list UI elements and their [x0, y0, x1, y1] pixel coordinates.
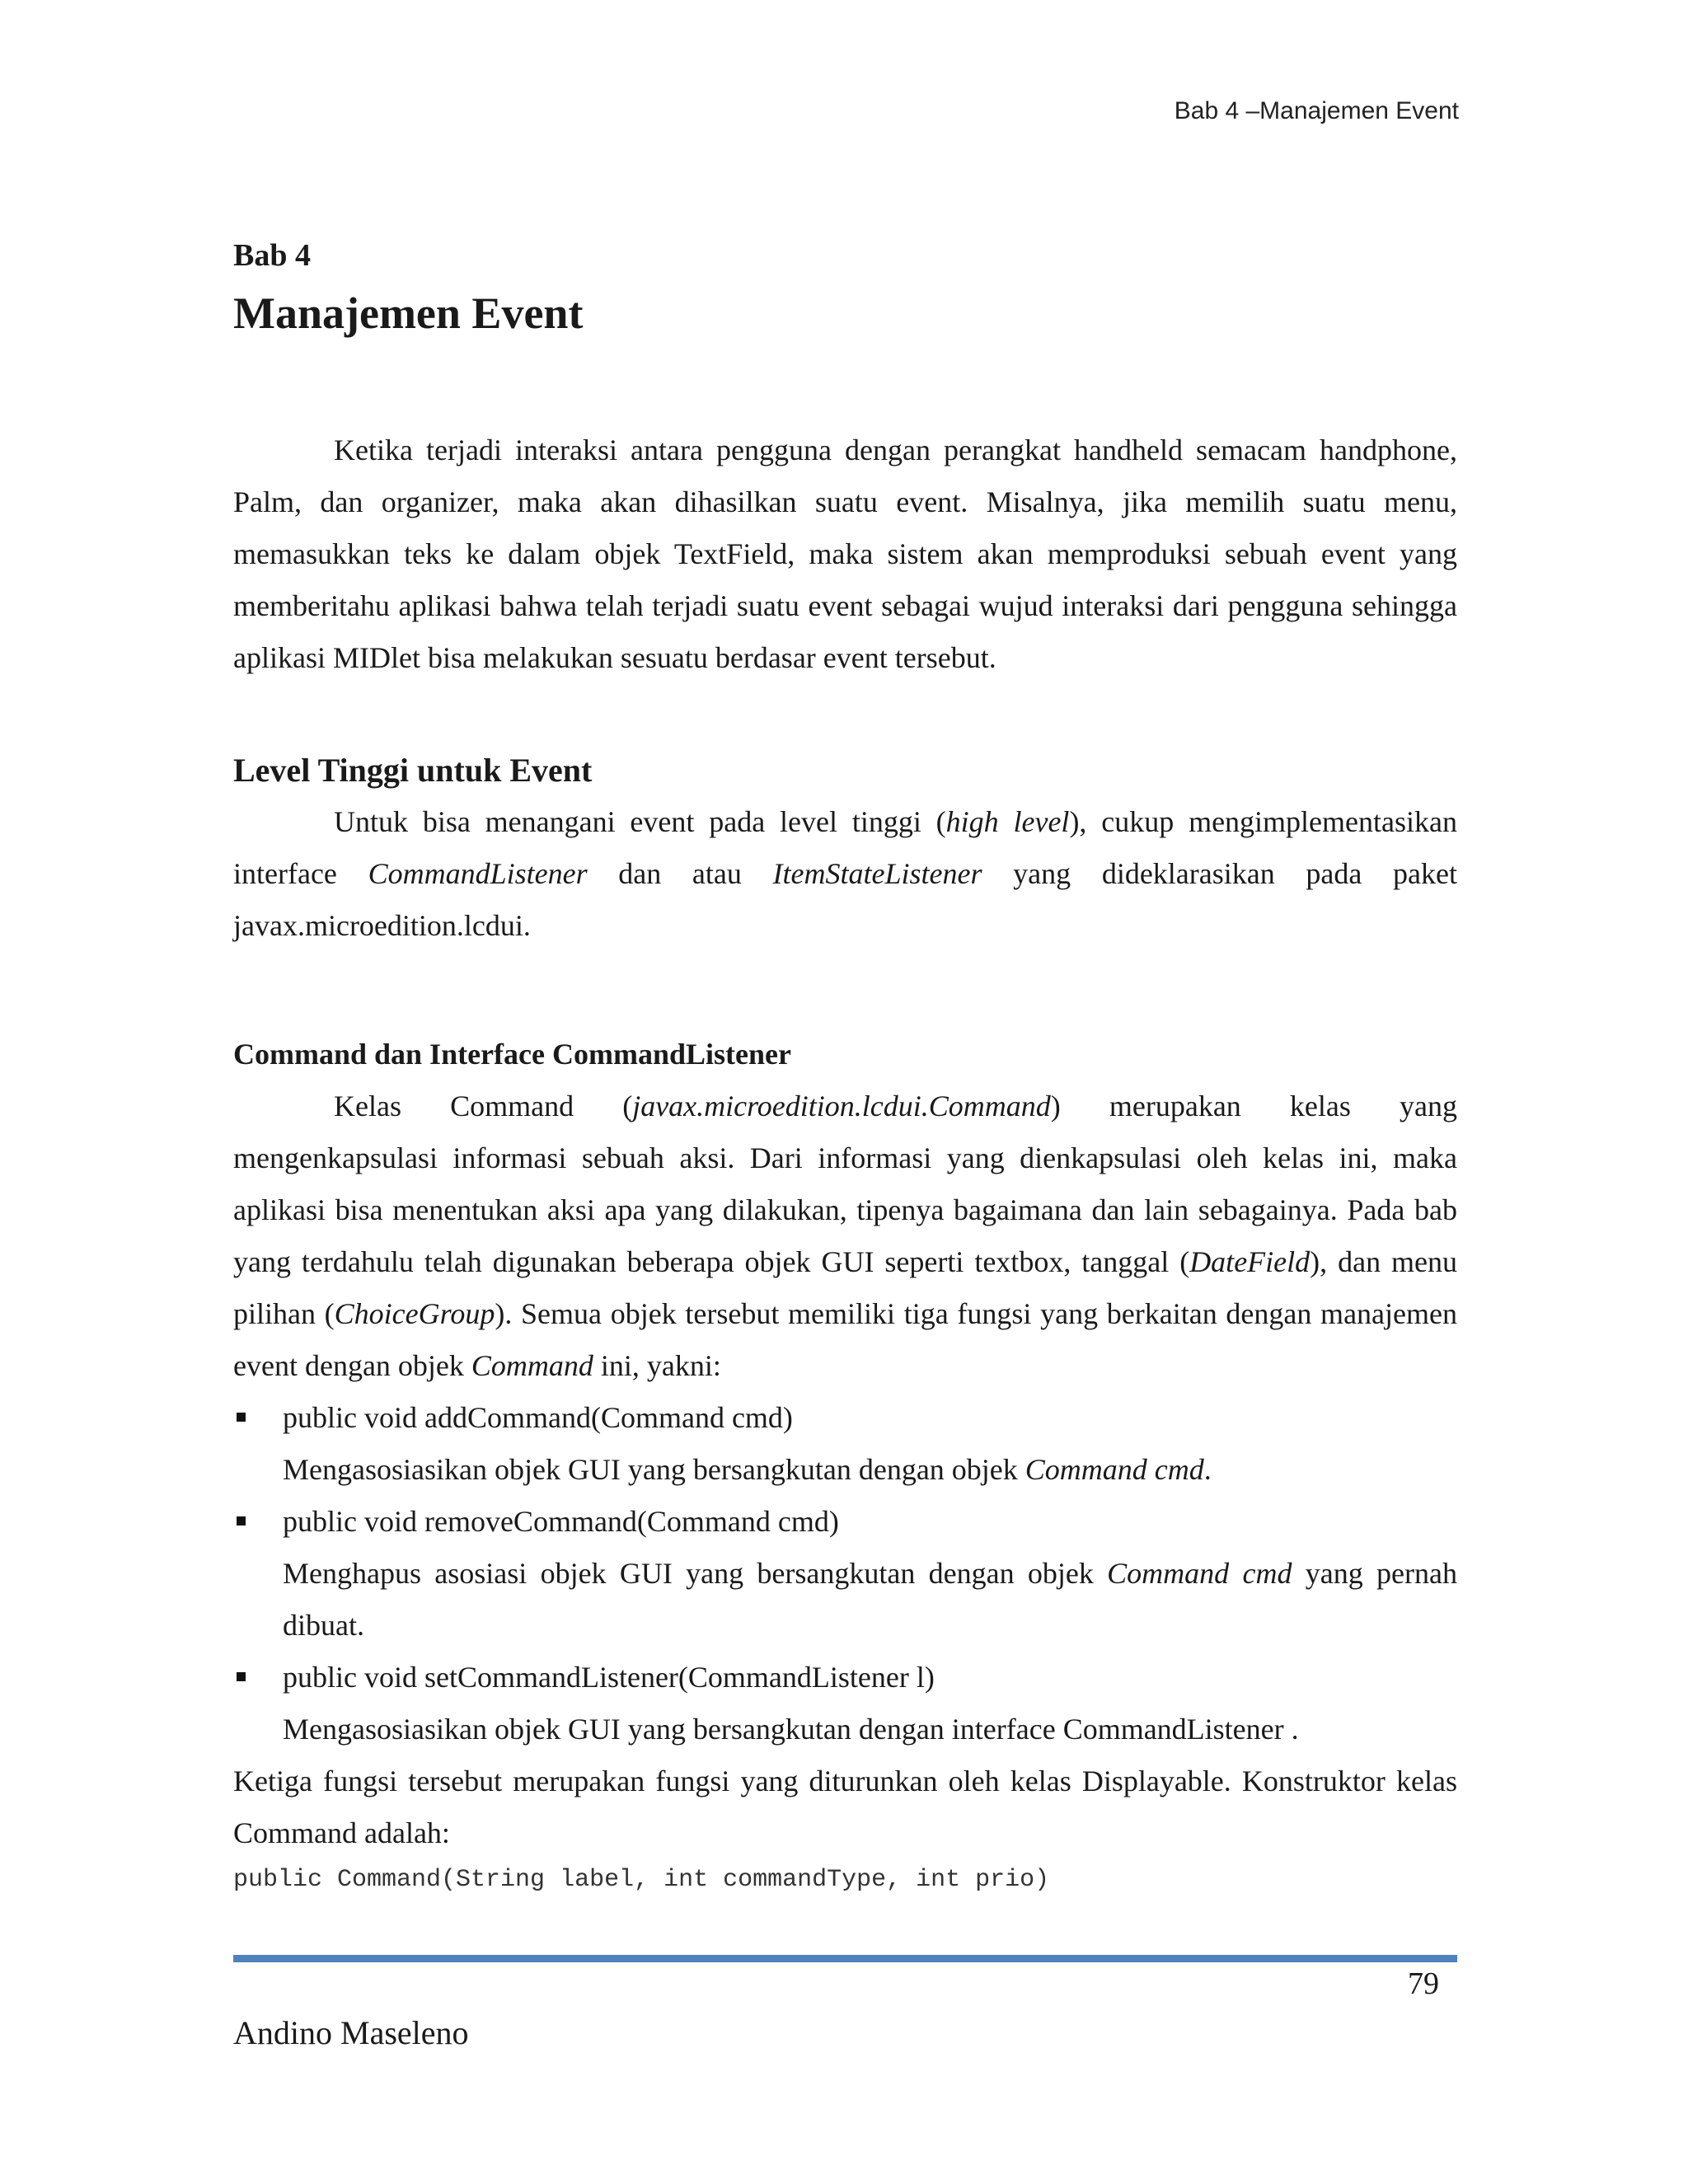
- section-heading-level-tinggi: Level Tinggi untuk Event: [233, 752, 593, 789]
- page-content: [233, 231, 1457, 1900]
- square-bullet-icon: [237, 1516, 246, 1526]
- footer-author: Andino Maseleno: [233, 2014, 469, 2051]
- list-item: [233, 1496, 1457, 1652]
- footer-rule: [233, 1955, 1457, 1962]
- method-signature: public void addCommand(Command cmd): [283, 1401, 793, 1434]
- method-signature: public void setCommandListener(CommandListener l): [283, 1661, 935, 1694]
- chapter-label: Bab 4: [233, 238, 311, 273]
- page-number: 79: [1408, 1966, 1439, 2001]
- section1-paragraph: Untuk bisa menangani event pada level tinggi (high level), cukup mengimplementasikan interface CommandListener dan atau ItemStateListener yang dideklarasikan pada paket javax.microedition.lcdui.: [233, 805, 1457, 942]
- section2-paragraph: Kelas Command (javax.microedition.lcdui.Command) merupakan kelas yang mengenkapsulasi informasi sebuah aksi. Dari informasi yang dienkapsulasi oleh kelas ini, maka aplikasi bisa menentukan aksi apa yang dilakukan, tipenya bagaimana dan lain sebagainya. Pada bab yang terdahulu telah digunakan beberapa objek GUI seperti textbox, tanggal (DateField), dan menu pilihan (ChoiceGroup). Semua objek tersebut memiliki tiga fungsi yang berkaitan dengan manajemen event dengan objek Command ini, yakni:: [233, 1090, 1458, 1382]
- list-item: [233, 1652, 1457, 1755]
- closing-paragraph: Ketiga fungsi tersebut merupakan fungsi yang diturunkan oleh kelas Displayable. Konstruktor kelas Command adalah:: [233, 1765, 1457, 1849]
- method-list: [233, 1392, 1457, 1755]
- list-item: [233, 1392, 1457, 1496]
- square-bullet-icon: [237, 1672, 246, 1681]
- intro-paragraph: Ketika terjadi interaksi antara pengguna dengan perangkat handheld semacam handphone, Palm, dan organizer, maka akan dihasilkan suatu event. Misalnya, jika memilih suatu menu, memasukkan teks ke dalam objek TextField, maka sistem akan memproduksi sebuah event yang memberitahu aplikasi bahwa telah terjadi suatu event sebagai wujud interaksi dari pengguna sehingga aplikasi MIDlet bisa melakukan sesuatu berdasar event tersebut.: [233, 434, 1457, 674]
- method-signature: public void removeCommand(Command cmd): [283, 1505, 839, 1538]
- running-header: Bab 4 –Manajemen Event: [1174, 97, 1459, 124]
- subsection-heading-command: Command dan Interface CommandListener: [233, 1038, 791, 1071]
- square-bullet-icon: [237, 1413, 246, 1422]
- method-description: Mengasosiasikan objek GUI yang bersangkutan dengan interface CommandListener .: [283, 1713, 1299, 1746]
- chapter-title: Manajemen Event: [233, 288, 584, 338]
- method-description: Menghapus asosiasi objek GUI yang bersangkutan dengan objek Command cmd yang pernah dibuat.: [283, 1557, 1457, 1642]
- code-snippet: public Command(String label, int commandType, int prio): [233, 1866, 1050, 1894]
- method-description: Mengasosiasikan objek GUI yang bersangkutan dengan objek Command cmd.: [283, 1453, 1212, 1486]
